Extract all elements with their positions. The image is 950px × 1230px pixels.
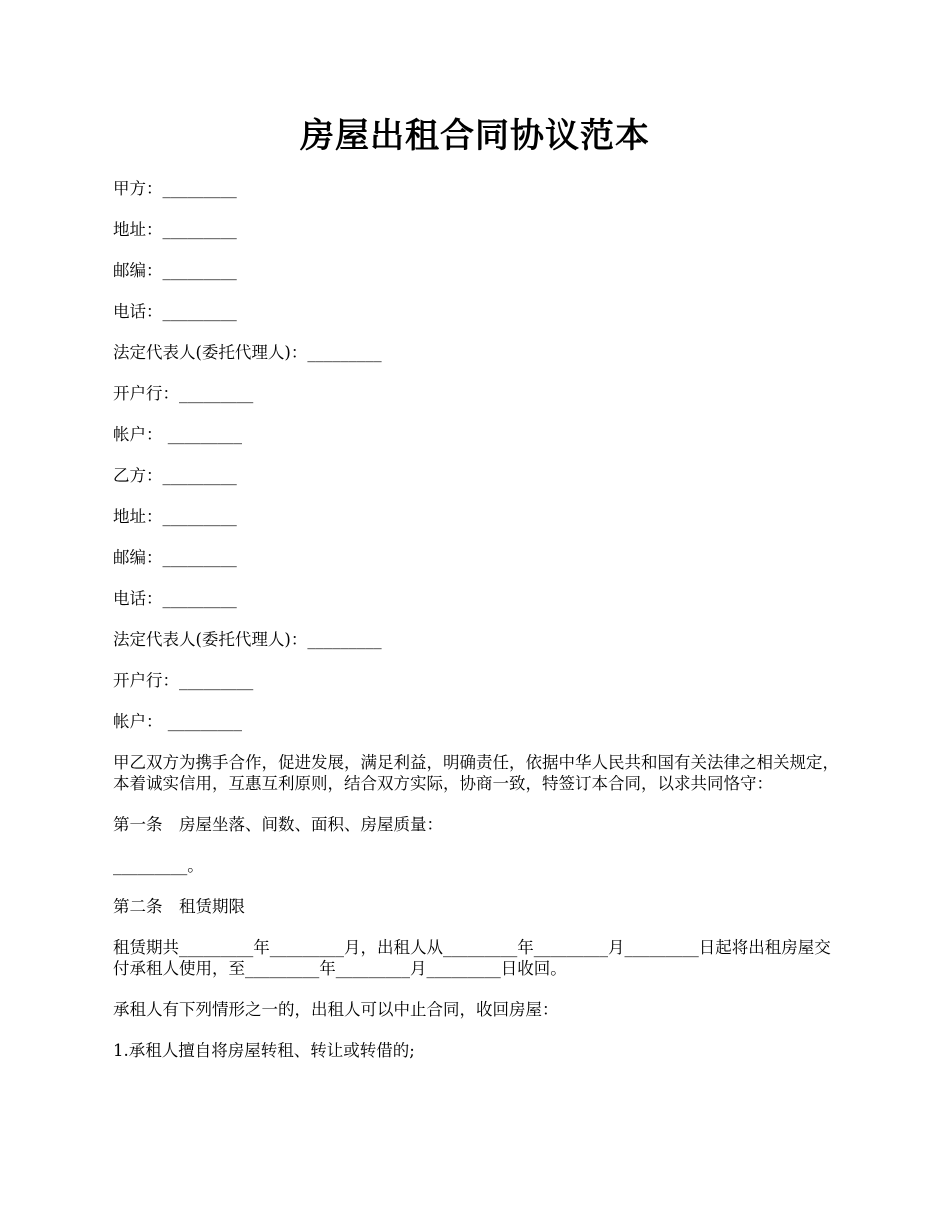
party-b-name: 乙方：_________ (113, 466, 237, 485)
party-b-representative: 法定代表人(委托代理人)：_________ (113, 630, 382, 649)
party-b-bank: 开户行：_________ (113, 671, 254, 690)
article-2-heading: 第二条 租赁期限 (113, 897, 245, 916)
article-1-blank: _________。 (113, 856, 204, 875)
party-a-address: 地址：_________ (113, 220, 237, 239)
lease-term-paragraph: 租赁期共_________年_________月，出租人从_________年_________月_________日起将出租房屋交付承租人使用，至_________年_________月_________日收回。 (113, 938, 831, 978)
preamble-paragraph: 甲乙双方为携手合作，促进发展，满足利益，明确责任，依据中华人民共和国有关法律之相关规定，本着诚实信用，互惠互利原则，结合双方实际，协商一致，特签订本合同，以求共同恪守： (113, 753, 839, 793)
party-a-account: 帐户： _________ (113, 425, 242, 444)
party-b-account: 帐户： _________ (113, 712, 242, 731)
party-a-bank: 开户行：_________ (113, 384, 254, 403)
termination-intro: 承租人有下列情形之一的，出租人可以中止合同，收回房屋： (113, 1000, 559, 1019)
document-body (113, 178, 843, 1081)
party-a-phone: 电话：_________ (113, 302, 237, 321)
party-a-postcode: 邮编：_________ (113, 261, 237, 280)
party-a-representative: 法定代表人(委托代理人)：_________ (113, 343, 382, 362)
termination-item-1: 1.承租人擅自将房屋转租、转让或转借的; (113, 1041, 415, 1060)
party-b-postcode: 邮编：_________ (113, 548, 237, 567)
article-1-heading: 第一条 房屋坐落、间数、面积、房屋质量： (113, 815, 443, 834)
party-b-address: 地址：_________ (113, 507, 237, 526)
party-b-phone: 电话：_________ (113, 589, 237, 608)
document-title: 房屋出租合同协议范本 (300, 116, 650, 156)
party-a-name: 甲方：_________ (113, 179, 237, 198)
